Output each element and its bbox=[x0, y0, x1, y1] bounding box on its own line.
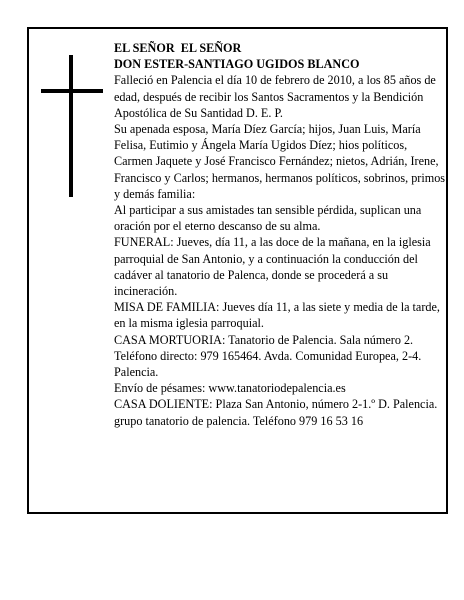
cross-horizontal-bar bbox=[41, 89, 103, 93]
obituary-notice bbox=[27, 27, 448, 514]
prayer-request: Al participar a sus amistades tan sensible pérdida, suplican una oración por el eterno descanso de su alma. bbox=[114, 203, 422, 234]
grieving-home-address: CASA DOLIENTE: Plaza San Antonio, número 2-1.º D. Palencia. bbox=[114, 397, 438, 412]
funeral-info: FUNERAL: Jueves, día 11, a las doce de la mañana, en la iglesia parroquial de San Antonio, y a continuación la conducción del cadáver al tanatorio de Palenca, donde se procederá a su incineración. bbox=[114, 235, 431, 299]
notice-text bbox=[114, 40, 446, 429]
deceased-name: DON ESTER-SANTIAGO UGIDOS BLANCO bbox=[114, 57, 360, 72]
notice-heading-title: EL SEÑOR EL SEÑOR bbox=[114, 41, 242, 55]
death-announcement: Falleció en Palencia el día 10 de febrero de 2010, a los 85 años de edad, después de recibir los Santos Sacramentos y la Bendición Apostólica de Su Santidad D. E. P. bbox=[114, 73, 436, 120]
funeral-home-contact: grupo tanatorio de palencia. Teléfono 979 16 53 16 bbox=[114, 413, 364, 428]
cross-vertical-bar bbox=[69, 55, 73, 197]
mortuary-info: CASA MORTUORIA: Tanatorio de Palencia. Sala número 2. Teléfono directo: 979 165464. Avda. Comunidad Europea, 2-4. Palencia. bbox=[114, 332, 422, 380]
family-mass-info: MISA DE FAMILIA: Jueves día 11, a las siete y media de la tarde, en la misma iglesia parroquial. bbox=[114, 300, 440, 331]
family-list: Su apenada esposa, María Díez García; hijos, Juan Luis, María Felisa, Eutimio y Ángela María Ugidos Díez; hios políticos, Carmen Jaquete y José Francisco Fernández; nietos, Adrián, Irene, Francisco y Carlos; hermanos, hermanos políticos, sobrinos, primos y demás familia: bbox=[114, 122, 446, 201]
condolences-website: Envío de pésames: www.tanatoriodepalencia.es bbox=[114, 381, 346, 396]
